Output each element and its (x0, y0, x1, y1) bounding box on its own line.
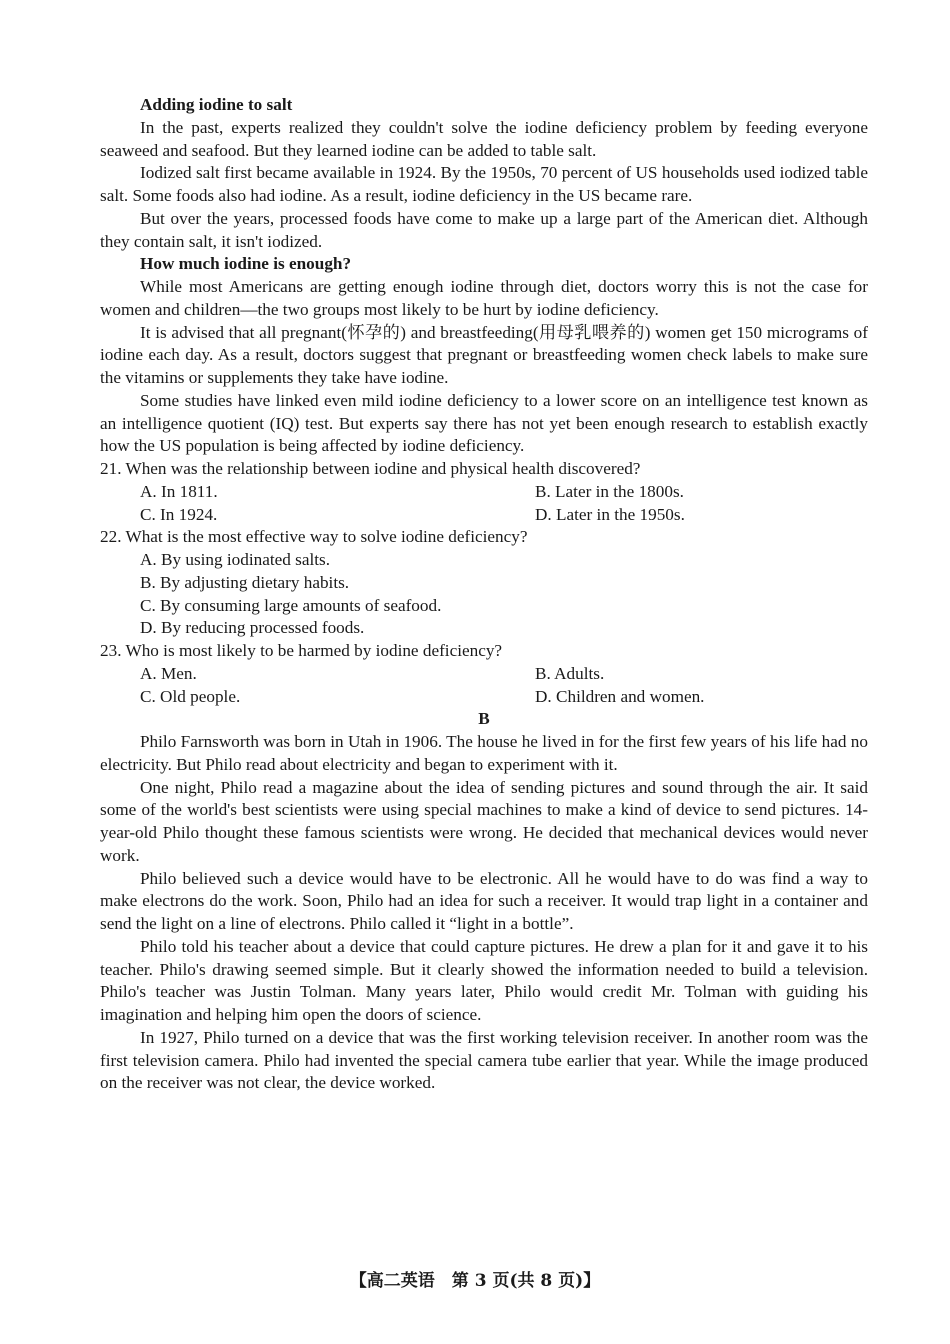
heading-how-much-iodine: How much iodine is enough? (140, 254, 352, 274)
option-b: B. Later in the 1800s. (535, 481, 684, 501)
paragraph: But over the years, processed foods have come to make up a large part of the American diet. Although they contain salt, it isn't iodized. (100, 208, 868, 251)
paragraph: In the past, experts realized they couldn't solve the iodine deficiency problem by feeding everyone seaweed and seafood. But they learned iodine can be added to table salt. (100, 117, 868, 160)
option-b: B. By adjusting dietary habits. (140, 572, 350, 592)
option-d: D. Children and women. (535, 686, 705, 706)
question-21: 21. When was the relationship between iodine and physical health discovered? (100, 459, 641, 478)
option-c: C. In 1924. (140, 504, 218, 524)
option-d: D. By reducing processed foods. (140, 618, 365, 638)
option-a: A. Men. (140, 663, 197, 683)
page-footer: 【高二英语 第 3 页(共 8 页)】 (349, 1271, 601, 1291)
option-b: B. Adults. (535, 663, 605, 683)
paragraph: One night, Philo read a magazine about the idea of sending pictures and sound through the air. It said some of the world's best scientists were using special machines to make a kind of device to send pictures. 14-year-old Philo thought these famous scientists were wrong. He decided that mechanical devices would never work. (100, 777, 868, 865)
section-b-heading: B (478, 709, 490, 729)
option-a: A. In 1811. (140, 481, 218, 501)
paragraph: Philo Farnsworth was born in Utah in 1906. The house he lived in for the first few years of his life had no electricity. But Philo read about electricity and began to experiment with it. (100, 732, 868, 774)
option-a: A. By using iodinated salts. (140, 550, 331, 569)
document-body (100, 94, 868, 1095)
paragraph: Iodized salt first became available in 1924. By the 1950s, 70 percent of US households used iodized table salt. Some foods also had iodine. As a result, iodine deficiency in the US became rare. (100, 163, 868, 205)
paragraph: Philo believed such a device would have to be electronic. All he would have to do was find a way to make electrons do the work. Soon, Philo had an idea for such a receiver. It would trap light in a container and send the light on a line of electrons. Philo called it “light in a bottle”. (100, 868, 868, 933)
paragraph: In 1927, Philo turned on a device that was the first working television receiver. In another room was the first television camera. Philo had invented the special camera tube earlier that year. While the image produced on the receiver was not clear, the device worked. (100, 1027, 868, 1093)
paragraph: Philo told his teacher about a device that could capture pictures. He drew a plan for it and gave it to his teacher. Philo's drawing seemed simple. But it clearly showed the information needed to build a television. Philo's teacher was Justin Tolman. Many years later, Philo would credit Mr. Tolman with guiding his imagination and helping him open the doors of science. (100, 936, 868, 1024)
option-c: C. By consuming large amounts of seafood. (140, 595, 442, 615)
question-22: 22. What is the most effective way to solve iodine deficiency? (100, 527, 528, 547)
heading-adding-iodine: Adding iodine to salt (140, 95, 293, 114)
option-c: C. Old people. (140, 686, 241, 706)
question-23-options (100, 663, 868, 709)
question-22-options (100, 549, 868, 640)
paragraph: While most Americans are getting enough iodine through diet, doctors worry this is not the case for women and children—the two groups most likely to be hurt by iodine deficiency. (100, 277, 868, 319)
question-21-options (100, 481, 868, 527)
question-23: 23. Who is most likely to be harmed by iodine deficiency? (100, 641, 503, 660)
paragraph: Some studies have linked even mild iodine deficiency to a lower score on an intelligence test known as an intelligence quotient (IQ) test. But experts say there has not yet been enough research to establish exactly how the US population is being affected by iodine deficiency. (100, 390, 868, 456)
option-d: D. Later in the 1950s. (535, 504, 685, 524)
paragraph: It is advised that all pregnant(怀孕的) and breastfeeding(用母乳喂养的) women get 150 micrograms of iodine each day. As a result, doctors suggest that pregnant or breastfeeding women check labels to make sure the vitamins or supplements they take have iodine. (100, 322, 868, 387)
